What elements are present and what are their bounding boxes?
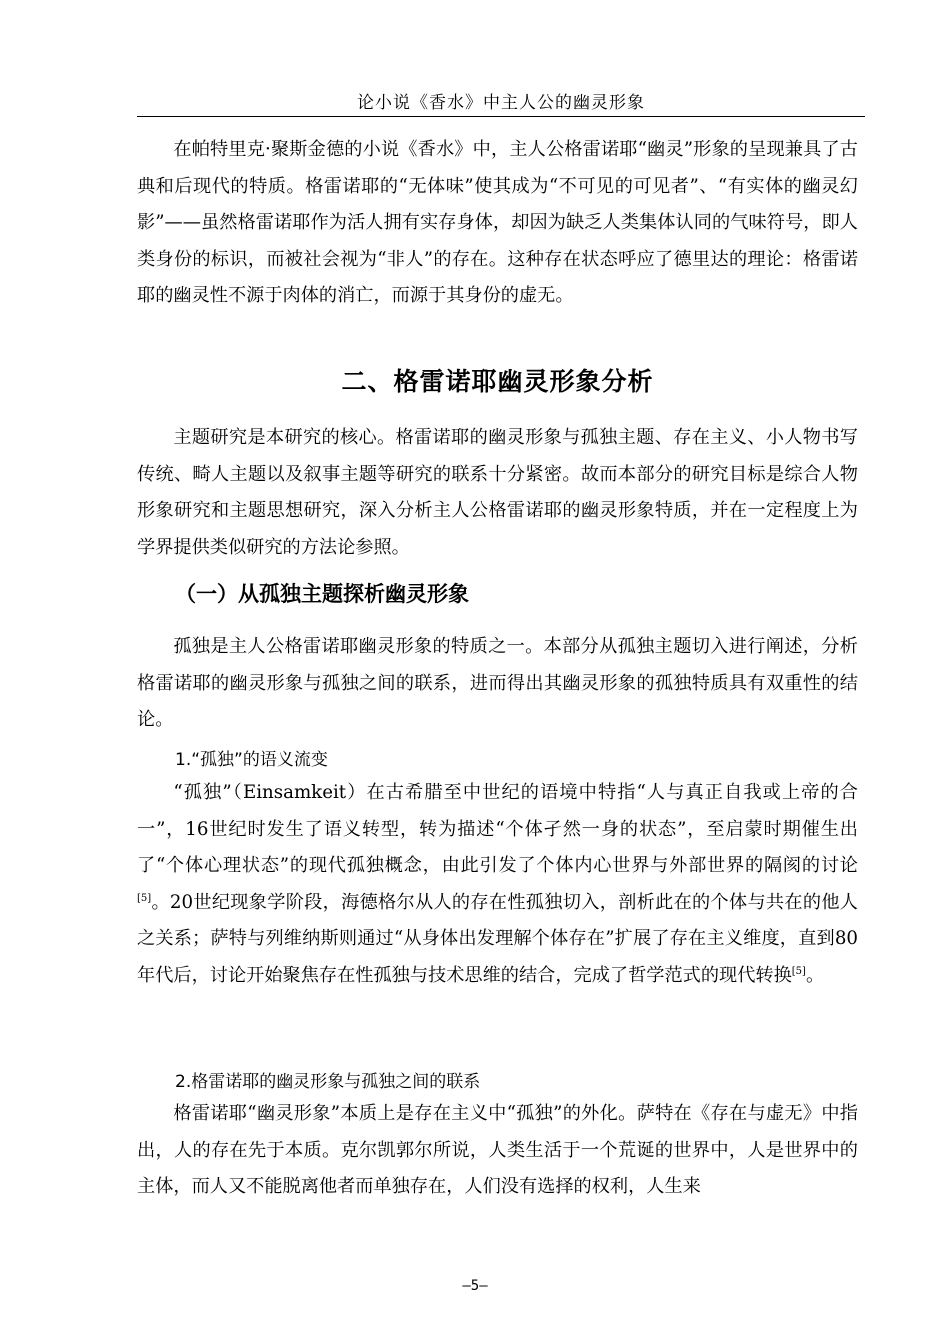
minor-heading-ghost-loneliness: 2.格雷诺耶的幽灵形象与孤独之间的联系 <box>175 1072 481 1092</box>
paragraph-research-goal: 主题研究是本研究的核心。格雷诺耶的幽灵形象与孤独主题、存在主义、小人物书写传统、畸人主题以及叙事主题等研究的联系十分紧密。故而本部分的研究目标是综合人物形象研究和主题思想研究，深入分析主人公格雷诺耶的幽灵形象特质，并在一定程度上为学界提供类似研究的方法论参照。 <box>137 427 858 558</box>
citation: [5] <box>791 965 806 977</box>
header-rule <box>137 116 865 117</box>
citation: [5] <box>137 892 152 904</box>
subsection-heading: （一）从孤独主题探析幽灵形象 <box>175 582 469 606</box>
paragraph-text-part: 。 <box>805 964 825 986</box>
running-header: 论小说《香水》中主人公的幽灵形象 <box>357 93 645 113</box>
paragraph-loneliness-intro: 孤独是主人公格雷诺耶幽灵形象的特质之一。本部分从孤独主题切入进行阐述，分析格雷诺耶的幽灵形象与孤独之间的联系，进而得出其幽灵形象的孤独特质具有双重性的结论。 <box>137 636 858 730</box>
paragraph-semantic-evolution <box>137 775 858 994</box>
paragraph-text-part: 。20世纪现象学阶段，海德格尔从人的存在性孤独切入，剖析此在的个体与共在的他人之关系；萨特与列维纳斯则通过“从身体出发理解个体存在”扩展了存在主义维度，直到80年代后，讨论开始聚焦存在性孤独与技术思维的结合，完成了哲学范式的现代转换 <box>137 891 858 986</box>
page-number: —5— <box>462 1278 488 1294</box>
paragraph-text-part: “孤独”（Einsamkeit）在古希腊至中世纪的语境中特指“人与真正自我或上帝的合一”，16世纪时发生了语义转型，转为描述“个体孑然一身的状态”，至启蒙时期催生出了“个体心理状态”的现代孤独概念，由此引发了个体内心世界与外部世界的隔阂的讨论 <box>137 782 858 876</box>
paragraph-intro: 在帕特里克·聚斯金德的小说《香水》中，主人公格雷诺耶“幽灵”形象的呈现兼具了古典和后现代的特质。格雷诺耶的“无体味”使其成为“不可见的可见者”、“有实体的幽灵幻影”——虽然格雷诺耶作为活人拥有实存身体，却因为缺乏人类集体认同的气味符号，即人类身份的标识，而被社会视为“非人”的存在。这种存在状态呼应了德里达的理论：格雷诺耶的幽灵性不源于肉体的消亡，而源于其身份的虚无。 <box>137 139 858 306</box>
section-heading: 二、格雷诺耶幽灵形象分析 <box>341 367 654 396</box>
minor-heading-semantic-evolution: 1.“孤独”的语义流变 <box>175 750 328 770</box>
paragraph-existentialism: 格雷诺耶“幽灵形象”本质上是存在主义中“孤独”的外化。萨特在《存在与虚无》中指出，人的存在先于本质。克尔凯郭尔所说，人类生活于一个荒诞的世界中，人是世界中的主体，而人又不能脱离他者而单独存在，人们没有选择的权利，人生来 <box>137 1103 858 1197</box>
